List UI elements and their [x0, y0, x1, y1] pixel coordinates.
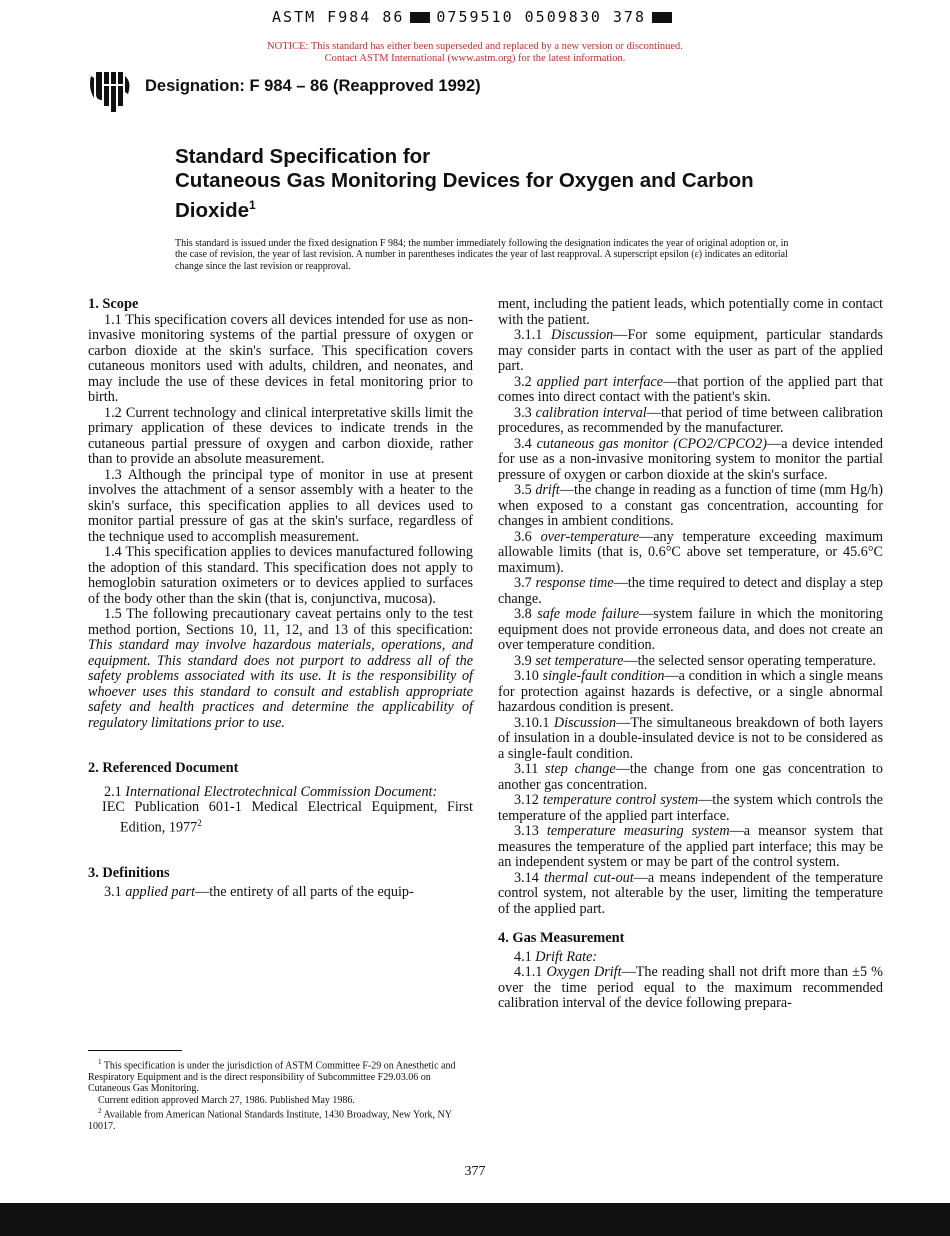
defined-term: calibration interval: [535, 404, 647, 421]
defined-term: drift: [535, 482, 560, 498]
paragraph-4-1-1: [498, 965, 883, 1012]
reference-text: IEC Publication 601-1 Medical Electrical Equipment, First Edition, 1977: [102, 799, 473, 836]
footnote-mark: 1: [98, 1058, 102, 1066]
section-heading-referenced-document: 2. Referenced Document: [88, 760, 239, 776]
definition-text: —any temperature exceeding maximum allowable limits (that is, 0.6°C above set temperature, or 45.6°C maximum).: [498, 528, 883, 576]
notice-line: NOTICE: This standard has either been superseded and replaced by a new version or discontinued.: [267, 41, 683, 52]
paragraph-3-14: [498, 871, 883, 918]
paragraph-3-8: [498, 607, 883, 654]
paragraph-3-4: [498, 437, 883, 484]
footnote-2: [88, 1106, 473, 1132]
clause-title: Oxygen Drift: [546, 964, 622, 980]
footnote-mark: 2: [98, 1106, 102, 1115]
paragraph-3-9: [498, 654, 883, 670]
header-code-left: ASTM F984 86: [272, 8, 405, 26]
paragraph-1-2: 1.2 Current technology and clinical interpretative skills limit the primary application of these devices to indicate trends in the cutaneous partial pressure of oxygen and carbon dioxide, rather than to provide an absolute measurement.: [88, 404, 473, 467]
definition-text: —For some equipment, particular standards may consider parts in contact with the user as part of the applied part.: [498, 327, 883, 374]
footnote-divider: [88, 1050, 182, 1051]
definition-text: —that portion of the applied part that comes into direct contact with the patient's skin.: [498, 373, 884, 405]
defined-term: cutaneous gas monitor (CPO2/CPCO2): [536, 435, 767, 452]
paragraph-1-4: 1.4 This specification applies to devices manufactured following the adoption of this standard. This specification does not apply to hemoglobin saturation oximeters or to devices applied to surfaces of the body other than the skin (that is, conjunctiva, mucosa).: [88, 544, 473, 607]
paragraph-3-7: [498, 576, 883, 607]
definition-text: —the change in reading as a function of time (mm Hg/h) when exposed to a constant gas concentration, accounting for changes in ambient conditions.: [498, 482, 883, 529]
paragraph-1-1: 1.1 This specification covers all devices intended for use as non-invasive monitoring systems of the partial pressure of oxygen or carbon dioxide at the skin's surface. This specification covers cutaneous monitors used with adults, children, and neonates, and may include the use of these devices in fetal monitoring prior to birth.: [88, 311, 473, 405]
black-mark: [410, 12, 430, 23]
defined-term: Discussion: [553, 714, 617, 731]
definition-text: —the selected sensor operating temperature.: [623, 652, 876, 669]
section-heading-gas-measurement: 4. Gas Measurement: [498, 930, 625, 946]
paragraph-3-1-cont: ment, including the patient leads, which potentially come in contact with the patient.: [498, 296, 883, 328]
clause-title: International Electrotechnical Commission Document:: [125, 783, 438, 800]
defined-term: over-temperature: [540, 528, 640, 545]
paragraph-3-5: [498, 483, 883, 530]
clause-number: 3.9: [514, 652, 536, 669]
defined-term: applied part: [125, 884, 196, 901]
definition-text: —the change from one gas concentration to another gas concentration.: [498, 761, 883, 793]
section-heading-scope: 1. Scope: [88, 296, 139, 312]
title-line: Cutaneous Gas Monitoring Devices for Oxygen and Carbon: [175, 169, 754, 192]
definition-text: —system failure in which the monitoring equipment does not provide erroneous data, and does not create an over temperature condition.: [498, 606, 884, 653]
clause-number: 3.10.1: [514, 714, 554, 731]
clause-number: 3.6: [514, 528, 541, 545]
paragraph-3-13: [498, 824, 883, 871]
defined-term: single-fault condition: [542, 668, 665, 684]
paragraph-3-1: [88, 885, 473, 901]
clause-number: 3.1.1: [514, 327, 551, 343]
footnote-1: [88, 1057, 473, 1095]
paragraph-3-10-1: [498, 716, 883, 763]
paragraph-1-3: 1.3 Although the principal type of monitor in use at present involves the attachment of a sensor assembly with a heater to the skin's surface, this specification applies to all devices used to monitor partial pressure of gas at the skin's surface, regardless of the technique used to accomplish measurement.: [88, 466, 473, 545]
clause-number: 3.2: [514, 373, 537, 390]
defined-term: set temperature: [535, 652, 624, 669]
clause-number: 3.7: [514, 575, 536, 591]
paragraph-3-12: [498, 793, 883, 824]
clause-number: 3.14: [514, 869, 545, 886]
header-code-right: 0759510 0509830 378: [436, 8, 646, 26]
defined-term: temperature control system: [542, 792, 699, 808]
supersede-notice: [0, 41, 950, 65]
defined-term: temperature measuring system: [546, 823, 730, 839]
defined-term: step change: [545, 761, 616, 777]
clause-number: 3.3: [514, 404, 536, 421]
footnote-text: Available from American National Standards Institute, 1430 Broadway, New York, NY 10017.: [88, 1109, 452, 1132]
clause-number: 3.12: [514, 792, 543, 808]
clause-number: 3.10: [514, 668, 543, 684]
paragraph-3-3: [498, 406, 883, 437]
definition-text: —that period of time between calibration procedures, as recommended by the manufacturer.: [498, 404, 884, 436]
clause-number: 3.4: [514, 435, 537, 452]
reference-item: [88, 800, 473, 836]
black-mark: [652, 12, 672, 23]
clause-number: 3.13: [514, 823, 547, 839]
document-title: [175, 145, 835, 223]
clause-number: 4.1.1: [514, 964, 547, 980]
defined-term: Discussion: [551, 327, 614, 343]
paragraph-3-10: [498, 669, 883, 716]
paragraph-3-11: [498, 762, 883, 793]
clause-number: 4.1: [514, 948, 536, 965]
definition-text: —a condition in which a single means for protection against hazards is defective, or a single abnormal hazardous condition is present.: [498, 668, 883, 715]
title-line: Dioxide: [175, 198, 250, 222]
clause-number: 3.11: [514, 761, 546, 777]
definition-text: —the system which controls the temperature of the applied part interface.: [498, 792, 883, 824]
header-code: [0, 8, 950, 26]
paragraph-3-1-1: [498, 328, 883, 375]
designation: Designation: F 984 – 86 (Reapproved 1992): [145, 77, 481, 95]
section-heading-definitions: 3. Definitions: [88, 864, 170, 881]
issuance-note: This standard is issued under the fixed designation F 984; the number immediately following the designation indicates the year of original adoption or, in the case of revision, the year of last revision. A number in parentheses indicates the year of last reapproval. A superscript epsilon (ε) indicates an editorial change since the last revision or reapproval.: [175, 238, 789, 272]
defined-term: applied part interface: [536, 373, 664, 390]
definition-text: —a device intended for use as a non-invasive monitoring system to monitor the partial pressure of oxygen or carbon dioxide at the skin's surface.: [498, 435, 884, 483]
paragraph-2-1: [88, 785, 473, 801]
safety-caveat: This standard may involve hazardous materials, operations, and equipment. This standard does not purport to address all of the safety problems associated with its use. It is the responsibility of whoever uses this standard to consult and establish appropriate safety and health practices and determine the applicability of regulatory limitations prior to use.: [88, 637, 473, 731]
defined-term: safe mode failure: [537, 606, 640, 622]
astm-logo-icon: [88, 70, 134, 114]
paragraph-1-5-text: 1.5 The following precautionary caveat pertains only to the test method portion, Sections 10, 11, 12, and 13 of this specification:: [88, 606, 473, 638]
clause-number: 3.5: [514, 482, 536, 498]
defined-term: thermal cut-out: [544, 869, 634, 886]
paragraph-4-1: [498, 950, 883, 966]
definition-text: —a means independent of the temperature control system, not alterable by the user, limiting the temperature of the applied part.: [498, 869, 884, 917]
clause-text: —The reading shall not drift more than ±5 % over the time period equal to the maximum recommended calibration interval of the device following prepara-: [498, 964, 884, 1011]
footnote-1b: Current edition approved March 27, 1986. Published May 1986.: [98, 1094, 355, 1106]
paragraph-3-6: [498, 530, 883, 577]
clause-number: 3.1: [104, 884, 126, 901]
paragraph-3-2: [498, 375, 883, 406]
clause-title: Drift Rate:: [535, 948, 598, 965]
definition-text: —The simultaneous breakdown of both layers of insulation in a double-insulated device is not to be considered as a single-fault condition.: [498, 714, 884, 762]
paragraph-1-5: [88, 607, 473, 731]
right-column: [498, 297, 883, 1012]
defined-term: response time: [535, 575, 614, 591]
footnotes: [88, 1057, 473, 1132]
scan-edge-bar: [0, 1203, 950, 1236]
title-line: Standard Specification for: [175, 145, 431, 168]
footnote-ref: 2: [197, 817, 202, 828]
definition-text: —the entirety of all parts of the equip-: [195, 884, 414, 901]
left-column: [88, 297, 473, 901]
title-footnote-ref: 1: [249, 198, 256, 212]
definition-text: —a meansor system that measures the temperature of the applied part interface; this may be an independent system or may be part of the control system.: [498, 823, 884, 870]
page-number: 377: [464, 1164, 486, 1179]
definition-text: —the time required to detect and display a step change.: [498, 575, 883, 607]
notice-line: Contact ASTM International (www.astm.org) for the latest information.: [324, 53, 626, 64]
footnote-text: This specification is under the jurisdiction of ASTM Committee F-29 on Anesthetic and Respiratory Equipment and is the direct responsibility of Subcommittee F29.03.06 on Cutaneous Gas Monitoring.: [88, 1060, 456, 1095]
clause-number: 3.8: [514, 606, 538, 622]
clause-number: 2.1: [104, 783, 126, 800]
